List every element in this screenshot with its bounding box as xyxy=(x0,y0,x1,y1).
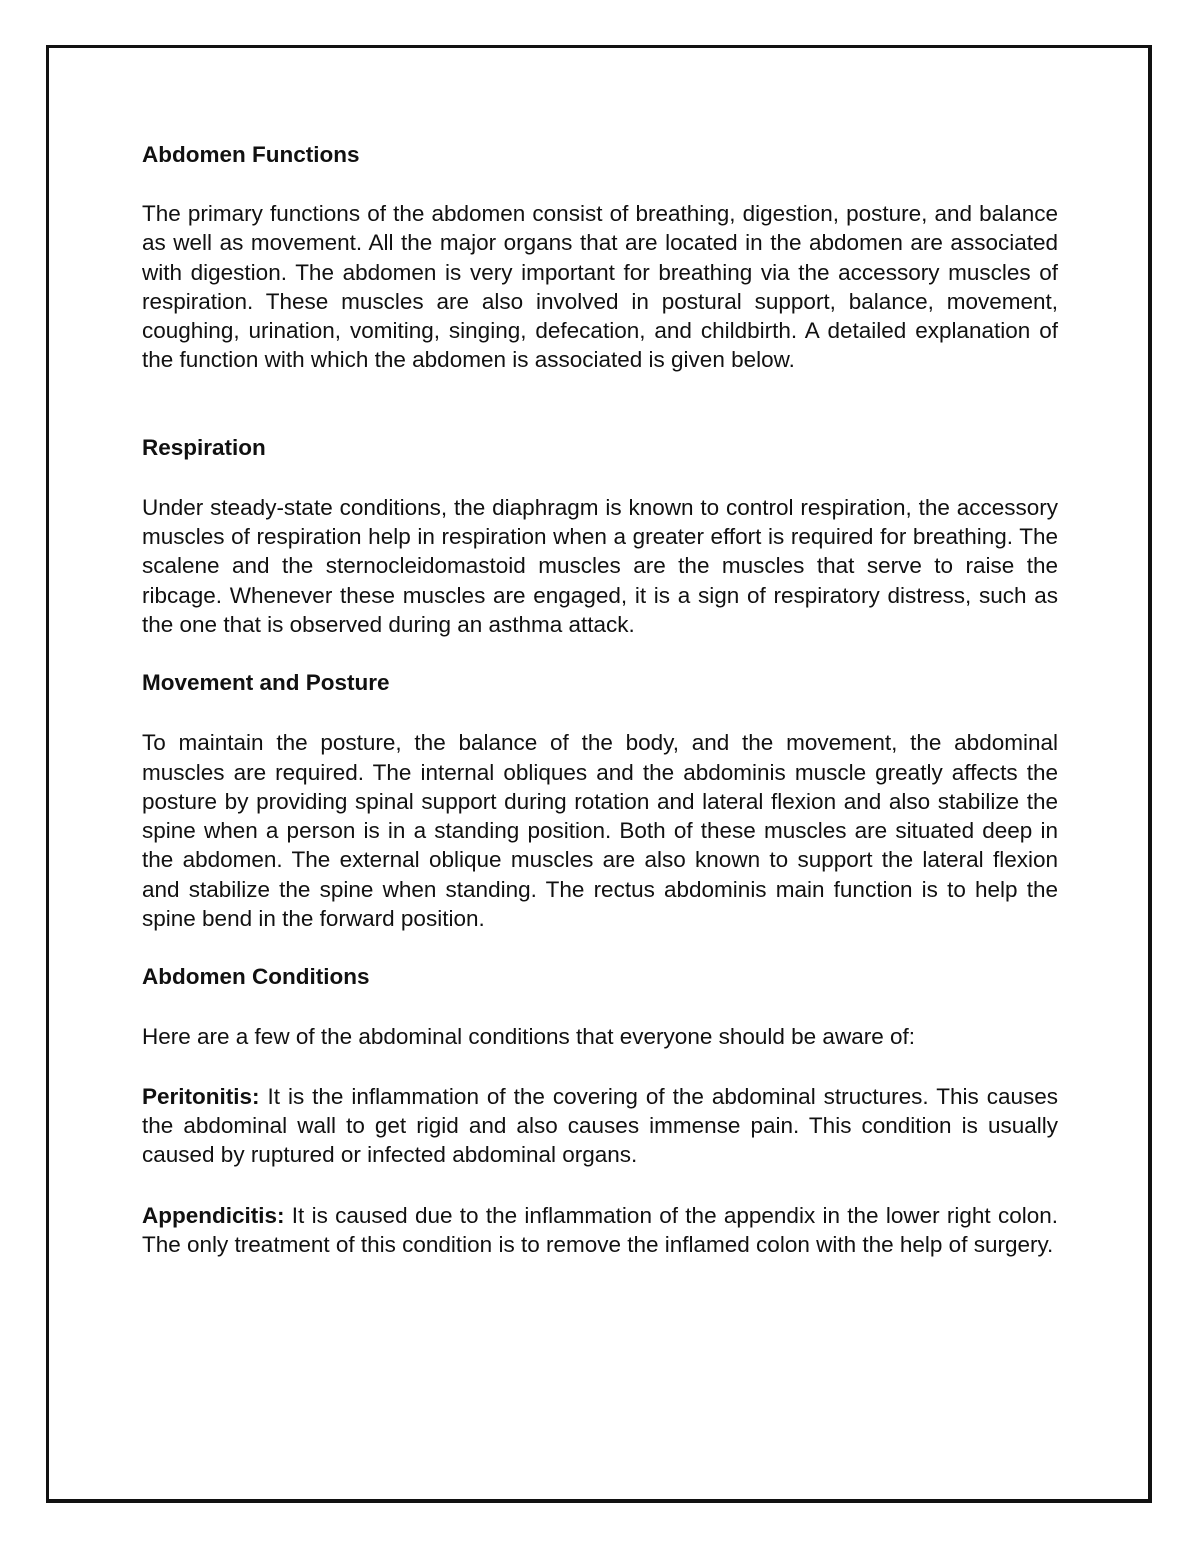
paragraph-respiration: Under steady-state conditions, the diaphragm is known to control respiration, the accessory muscles of respiration help in respiration when a greater effort is required for breathing. The scalene and the sternocleidomastoid muscles are the muscles that serve to raise the ribcage. Whenever these muscles are engaged, it is a sign of respiratory distress, such as the one that is observed during an asthma attack. xyxy=(142,494,1058,637)
paragraph-abdomen-functions: The primary functions of the abdomen consist of breathing, digestion, posture, and balance as well as movement. All the major organs that are located in the abdomen are associated with digestion. The abdomen is very important for breathing via the accessory muscles of respiration. These muscles are also involved in postural support, balance, movement, coughing, urination, vomiting, singing, defecation, and childbirth. A detailed explanation of the function with which the abdomen is associated is given below. xyxy=(142,201,1058,373)
document-content xyxy=(142,140,1058,1259)
heading-movement-and-posture: Movement and Posture xyxy=(142,670,390,696)
condition-peritonitis xyxy=(142,1082,1058,1170)
condition-term: Appendicitis: xyxy=(142,1202,285,1228)
paragraph-movement-and-posture: To maintain the posture, the balance of the body, and the movement, the abdominal muscles are required. The internal obliques and the abdominis muscle greatly affects the posture by providing spinal support during rotation and lateral flexion and also stabilize the spine when a person is in a standing position. Both of these muscles are situated deep in the abdomen. The external oblique muscles are also known to support the lateral flexion and stabilize the spine when standing. The rectus abdominis main function is to help the spine bend in the forward position. xyxy=(142,730,1058,932)
condition-description: It is caused due to the inflammation of the appendix in the lower right colon. The only treatment of this condition is to remove the inflamed colon with the help of surgery. xyxy=(142,1202,1058,1257)
paragraph-conditions-intro: Here are a few of the abdominal conditions that everyone should be aware of: xyxy=(142,1024,915,1050)
condition-description: It is the inflammation of the covering of the abdominal structures. This causes the abdominal wall to get rigid and also causes immense pain. This condition is usually caused by ruptured or infected abdominal organs. xyxy=(142,1083,1058,1168)
condition-term: Peritonitis: xyxy=(142,1083,260,1109)
heading-abdomen-conditions: Abdomen Conditions xyxy=(142,964,370,990)
condition-appendicitis xyxy=(142,1201,1058,1260)
heading-abdomen-functions: Abdomen Functions xyxy=(142,142,360,167)
heading-respiration: Respiration xyxy=(142,434,266,460)
